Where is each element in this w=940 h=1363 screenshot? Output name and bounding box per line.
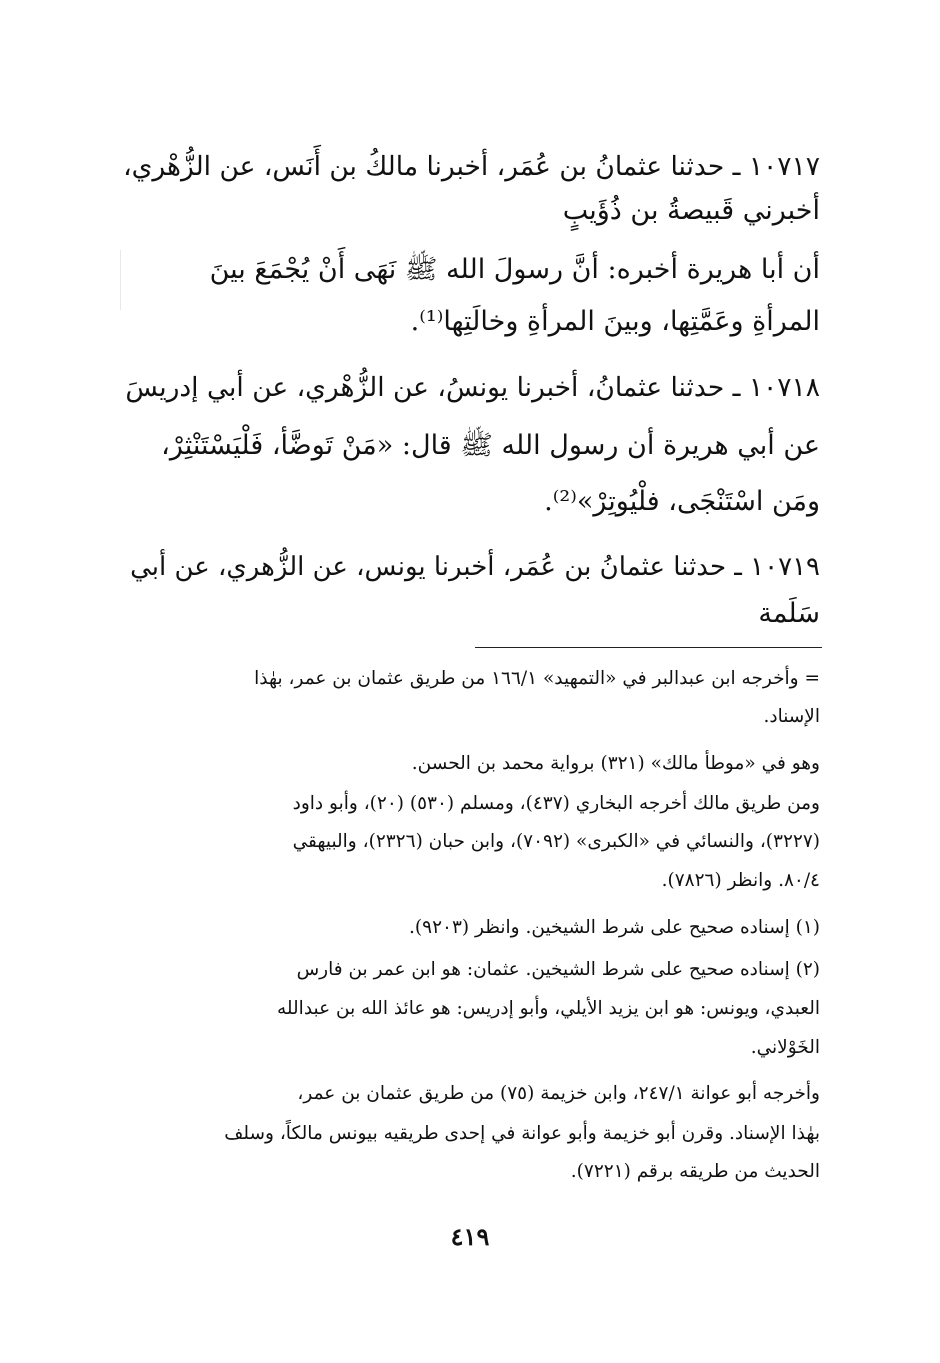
footnote-continued-line-2: الإسناد.: [763, 706, 820, 727]
footnote-2-takhrij-line-3: الحديث من طريقه برقم (٧٢٢١).: [570, 1161, 820, 1182]
footnote-muwatta-line-1: وهو في «موطأ مالك» (٣٢١) برواية محمد بن الحسن.: [411, 753, 820, 774]
footnote-continued-line-1: = وأخرجه ابن عبدالبر في «التمهيد» ١٦٦/١ من طريق عثمان بن عمر، بهٰذا: [254, 668, 820, 689]
footnote-2-line-3: الخَوْلاني.: [750, 1037, 820, 1058]
hadith-10717-isnad-line-2: أخبرني قَبيصةُ بن ذُؤَيبٍ: [562, 195, 820, 226]
page-number: ٤١٩: [450, 1222, 490, 1251]
hadith-10719-isnad-line-2: سَلَمة: [758, 598, 820, 629]
scan-artifact-line: [120, 250, 121, 310]
hadith-10717-matn-line-1: أن أبا هريرة أخبره: أنَّ رسولَ الله ﷺ نَهَى أَنْ يُجْمَعَ بينَ: [209, 254, 820, 285]
hadith-10717-isnad-line-1: ١٠٧١٧ ـ حدثنا عثمانُ بن عُمَر، أخبرنا مالكُ بن أَنَس، عن الزُّهْري،: [123, 151, 820, 182]
footnote-divider: [475, 647, 822, 648]
footnote-1: (١) إسناده صحيح على شرط الشيخين. وانظر (٩٢٠٣).: [409, 917, 820, 938]
hadith-10719-isnad-line-1: ١٠٧١٩ ـ حدثنا عثمانُ بن عُمَر، أخبرنا يونس، عن الزُّهري، عن أبي: [130, 552, 820, 582]
footnote-takhrij-line-2: (٣٢٢٧)، والنسائي في «الكبرى» (٧٠٩٢)، وابن حبان (٢٣٢٦)، والبيهقي: [292, 831, 820, 852]
footnote-2-takhrij-line-2: بهٰذا الإسناد. وقرن أبو خزيمة وأبو عوانة في إحدى طريقيه بيونس مالكاً، وسلف: [224, 1123, 820, 1144]
footnote-takhrij-line-1: ومن طريق مالك أخرجه البخاري (٤٣٧)، ومسلم (٥٣٠) (٢٠)، وأبو داود: [292, 793, 820, 814]
footnote-2-line-1: (٢) إسناده صحيح على شرط الشيخين. عثمان: هو ابن عمر بن فارس: [296, 959, 820, 980]
hadith-10718-matn-line-2: ومَن اسْتَنْجَى، فلْيُوتِرْ»⁽²⁾.: [544, 486, 820, 517]
hadith-10717-matn-line-2: المرأةِ وعَمَّتِها، وبينَ المرأةِ وخالَتِها⁽¹⁾.: [410, 306, 820, 337]
hadith-10718-matn-line-1: عن أبي هريرة أن رسول الله ﷺ قال: «مَنْ تَوضَّأ، فَلْيَسْتَنْثِرْ،: [161, 430, 820, 461]
footnote-takhrij-line-3: ٨٠/٤. وانظر (٧٨٢٦).: [661, 870, 820, 891]
footnote-2-takhrij-line-1: وأخرجه أبو عوانة ٢٤٧/١، وابن خزيمة (٧٥) من طريق عثمان بن عمر،: [297, 1083, 820, 1104]
footnote-2-line-2: العبدي، ويونس: هو ابن يزيد الأيلي، وأبو إدريس: هو عائذ الله بن عبدالله: [277, 998, 820, 1019]
hadith-10718-isnad-line-1: ١٠٧١٨ ـ حدثنا عثمانُ، أخبرنا يونسُ، عن الزُّهْري، عن أبي إدريسَ: [125, 372, 820, 403]
